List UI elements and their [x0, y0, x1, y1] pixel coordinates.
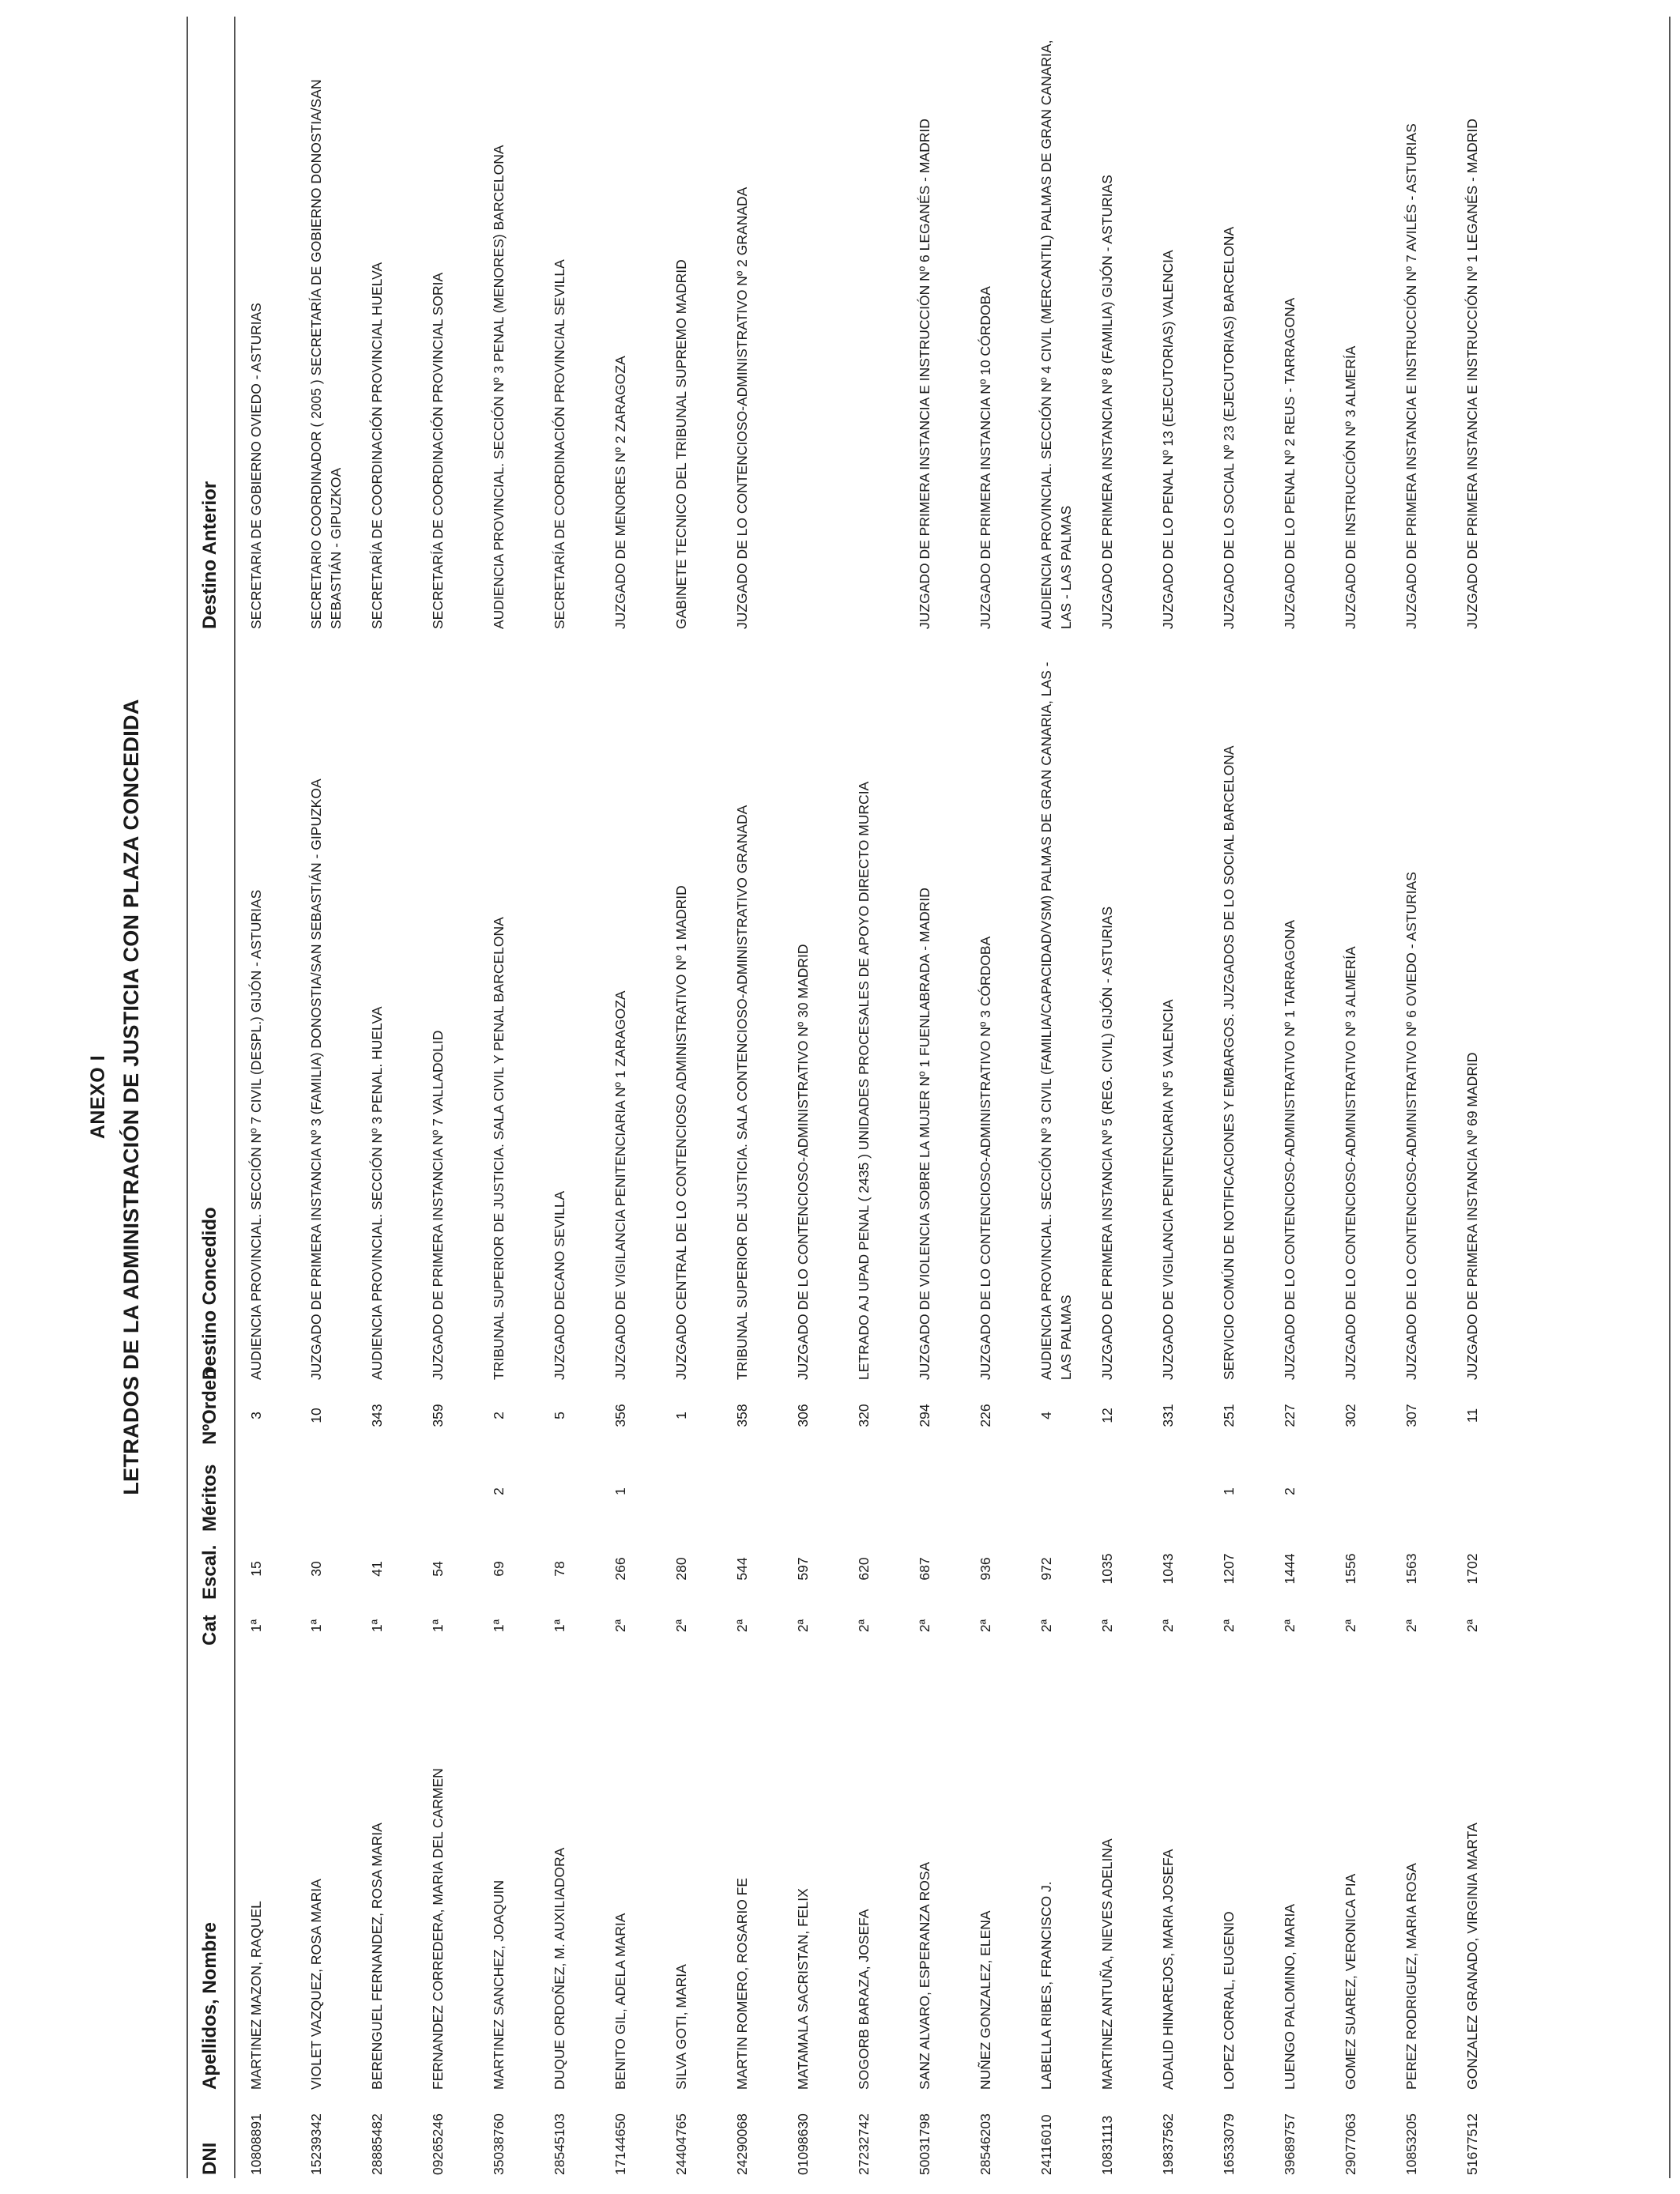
destino-anterior-cell	[843, 17, 904, 632]
meritos-cell: 1	[612, 1487, 628, 1495]
column-header-escal: Escal.	[186, 1535, 235, 1603]
table-row	[721, 17, 782, 2178]
escal-cell: 936	[977, 1557, 993, 1581]
orden-cell: 359	[430, 1404, 446, 1427]
cat-cell: 2ª	[977, 1619, 993, 1633]
table-row	[661, 17, 721, 2178]
destino-anterior-cell: JUZGADO DE INSTRUCCIÓN Nº 3 ALMERÍA	[1343, 345, 1358, 629]
destino-anterior-cell: GABINETE TECNICO DEL TRIBUNAL SUPREMO MADRID	[673, 259, 689, 629]
destino-anterior-cell: JUZGADO DE LO PENAL Nº 13 (EJECUTORIAS) VALENCIA	[1160, 250, 1176, 629]
table-row	[539, 17, 600, 2178]
cat-cell: 2ª	[1464, 1619, 1480, 1633]
destino-concedido-cell: LETRADO AJ UPAD PENAL ( 2435 ) UNIDADES PROCESALES DE APOYO DIRECTO MURCIA	[856, 781, 872, 1380]
table-row	[1026, 17, 1087, 2178]
dni-cell: 51677512	[1464, 2113, 1480, 2175]
destino-anterior-cell: AUDIENCIA PROVINCIAL. SECCIÓN Nº 4 CIVIL (MERCANTIL) PALMAS DE GRAN CANARIA, LAS - LAS PALMAS	[1038, 40, 1074, 629]
destino-concedido-cell: JUZGADO DE LO CONTENCIOSO-ADMINISTRATIVO Nº 3 ALMERÍA	[1343, 946, 1358, 1380]
nombre-cell: MARTINEZ MAZON, RAQUEL	[248, 1901, 264, 2090]
escal-cell: 1207	[1221, 1553, 1237, 1585]
destino-concedido-cell: JUZGADO CENTRAL DE LO CONTENCIOSO ADMINISTRATIVO Nº 1 MADRID	[673, 885, 689, 1380]
cat-cell: 2ª	[673, 1619, 689, 1633]
destino-concedido-cell: JUZGADO DE LO CONTENCIOSO-ADMINISTRATIVO Nº 30 MADRID	[795, 944, 811, 1380]
cat-cell: 1ª	[552, 1619, 567, 1633]
dni-cell: 39689757	[1282, 2113, 1298, 2175]
dni-cell: 19837562	[1160, 2113, 1176, 2175]
column-header-orden: NºOrden	[186, 1383, 235, 1448]
destino-concedido-cell: TRIBUNAL SUPERIOR DE JUSTICIA. SALA CIVIL Y PENAL BARCELONA	[491, 917, 507, 1380]
meritos-cell	[1452, 1448, 1540, 1535]
meritos-cell	[782, 1448, 843, 1535]
table-row	[782, 17, 843, 2178]
destino-anterior-cell: SECRETARÍA DE COORDINACIÓN PROVINCIAL SEVILLA	[552, 259, 567, 629]
dni-cell: 28885482	[369, 2113, 385, 2175]
column-header-dni: DNI	[186, 2093, 235, 2178]
destino-concedido-cell: JUZGADO DE VIGILANCIA PENITENCIARIA Nº 1 ZARAGOZA	[612, 990, 628, 1380]
orden-cell: 2	[491, 1412, 507, 1419]
table-row	[1269, 17, 1330, 2178]
nombre-cell: GOMEZ SUAREZ, VERONICA PIA	[1343, 1873, 1358, 2090]
destino-anterior-cell: JUZGADO DE PRIMERA INSTANCIA E INSTRUCCIÓN Nº 7 AVILÉS - ASTURIAS	[1403, 123, 1419, 629]
destino-anterior-cell: JUZGADO DE PRIMERA INSTANCIA E INSTRUCCIÓN Nº 6 LEGANÉS - MADRID	[917, 119, 932, 629]
destino-anterior-cell: SECRETARIA DE GOBIERNO OVIEDO - ASTURIAS	[248, 303, 264, 629]
nombre-cell: BERENGUEL FERNANDEZ, ROSA MARIA	[369, 1823, 385, 2090]
escal-cell: 597	[795, 1557, 811, 1581]
escal-cell: 54	[430, 1561, 446, 1577]
orden-cell: 4	[1038, 1412, 1054, 1419]
escal-cell: 1444	[1282, 1553, 1298, 1585]
nombre-cell: MATAMALA SACRISTAN, FELIX	[795, 1888, 811, 2090]
nombre-cell: LOPEZ CORRAL, EUGENIO	[1221, 1911, 1237, 2090]
dni-cell: 09265246	[430, 2113, 446, 2175]
orden-cell: 302	[1343, 1404, 1358, 1427]
cat-cell: 2ª	[856, 1619, 872, 1633]
dni-cell: 16533079	[1221, 2113, 1237, 2175]
escal-cell: 266	[612, 1557, 628, 1581]
dni-cell: 10831113	[1099, 2115, 1115, 2175]
nombre-cell: SANZ ALVARO, ESPERANZA ROSA	[917, 1861, 932, 2090]
escal-cell: 972	[1038, 1557, 1054, 1581]
destino-concedido-cell: AUDIENCIA PROVINCIAL. SECCIÓN Nº 3 PENAL. HUELVA	[369, 1006, 385, 1380]
nombre-cell: BENITO GIL, ADELA MARIA	[612, 1913, 628, 2090]
destino-concedido-cell: JUZGADO DE PRIMERA INSTANCIA Nº 7 VALLADOLID	[430, 1030, 446, 1380]
escal-cell: 687	[917, 1557, 932, 1581]
table-row	[965, 17, 1026, 2178]
destino-anterior-cell: SECRETARIO COORDINADOR ( 2005 ) SECRETARÍA DE GOBIERNO DONOSTIA/SAN SEBASTIÁN - GIPUZKOA	[308, 79, 344, 629]
destino-anterior-cell: AUDIENCIA PROVINCIAL. SECCIÓN Nº 3 PENAL (MENORES) BARCELONA	[491, 145, 507, 629]
escal-cell: 30	[308, 1561, 324, 1577]
table-body	[235, 17, 1540, 2178]
table-row	[1391, 17, 1452, 2178]
table-row	[1147, 17, 1208, 2178]
nombre-cell: PEREZ RODRIGUEZ, MARIA ROSA	[1403, 1863, 1419, 2090]
orden-cell: 10	[308, 1408, 324, 1423]
destino-anterior-cell: JUZGADO DE PRIMERA INSTANCIA Nº 8 (FAMILIA) GIJÓN - ASTURIAS	[1099, 175, 1115, 629]
table-row	[478, 17, 539, 2178]
dni-cell: 15239342	[308, 2113, 324, 2175]
destino-concedido-cell: JUZGADO DE LO CONTENCIOSO-ADMINISTRATIVO Nº 1 TARRAGONA	[1282, 919, 1298, 1380]
cat-cell: 1ª	[248, 1619, 264, 1633]
cat-cell: 1ª	[369, 1619, 385, 1633]
nombre-cell: DUQUE ORDOÑEZ, M. AUXILIADORA	[552, 1847, 567, 2090]
meritos-cell	[1147, 1448, 1208, 1535]
escal-cell: 280	[673, 1557, 689, 1581]
orden-cell: 294	[917, 1404, 932, 1427]
orden-cell: 226	[977, 1404, 993, 1427]
destino-concedido-cell: JUZGADO DE PRIMERA INSTANCIA Nº 69 MADRID	[1464, 1052, 1480, 1380]
escal-cell: 1556	[1343, 1553, 1358, 1585]
dni-cell: 28546203	[977, 2113, 993, 2175]
meritos-cell	[721, 1448, 782, 1535]
column-header-destino-anterior: Destino Anterior	[186, 17, 235, 632]
escal-cell: 78	[552, 1561, 567, 1577]
destino-anterior-cell: JUZGADO DE LO SOCIAL Nº 23 (EJECUTORIAS) BARCELONA	[1221, 226, 1237, 629]
dni-cell: 10808891	[248, 2113, 264, 2175]
meritos-cell	[843, 1448, 904, 1535]
escal-cell: 1702	[1464, 1553, 1480, 1585]
meritos-cell	[1330, 1448, 1391, 1535]
dni-cell: 29077063	[1343, 2113, 1358, 2175]
nombre-cell: LABELLA RIBES, FRANCISCO J.	[1038, 1881, 1054, 2090]
meritos-cell	[904, 1448, 965, 1535]
destino-concedido-cell: SERVICIO COMÚN DE NOTIFICACIONES Y EMBARGOS. JUZGADOS DE LO SOCIAL BARCELONA	[1221, 745, 1237, 1380]
orden-cell: 358	[734, 1404, 750, 1427]
document-header	[87, 0, 144, 2194]
destino-anterior-cell	[782, 17, 843, 632]
table-bottom-rule	[1669, 17, 1671, 2178]
destino-anterior-cell: JUZGADO DE PRIMERA INSTANCIA E INSTRUCCIÓN Nº 1 LEGANÉS - MADRID	[1464, 119, 1480, 629]
cat-cell: 2ª	[1403, 1619, 1419, 1633]
meritos-cell	[296, 1448, 356, 1535]
orden-cell: 5	[552, 1412, 567, 1419]
dni-cell: 01098630	[795, 2113, 811, 2175]
cat-cell: 2ª	[1282, 1619, 1298, 1633]
dni-cell: 24116010	[1038, 2114, 1054, 2175]
letrados-table	[186, 17, 1540, 2178]
meritos-cell	[965, 1448, 1026, 1535]
meritos-cell	[1087, 1448, 1147, 1535]
nombre-cell: SOGORB BARAZA, JOSEFA	[856, 1909, 872, 2090]
nombre-cell: GONZALEZ GRANADO, VIRGINIA MARTA	[1464, 1823, 1480, 2090]
cat-cell: 2ª	[1221, 1619, 1237, 1633]
nombre-cell: MARTINEZ ANTUÑA, NIEVES ADELINA	[1099, 1838, 1115, 2090]
cat-cell: 2ª	[612, 1619, 628, 1633]
cat-cell: 2ª	[1099, 1619, 1115, 1633]
orden-cell: 306	[795, 1404, 811, 1427]
orden-cell: 343	[369, 1404, 385, 1427]
table-row	[600, 17, 661, 2178]
destino-anterior-cell: JUZGADO DE LO CONTENCIOSO-ADMINISTRATIVO Nº 2 GRANADA	[734, 187, 750, 629]
meritos-cell	[356, 1448, 417, 1535]
column-header-nombre: Apellidos, Nombre	[186, 1649, 235, 2093]
meritos-cell: 1	[1221, 1487, 1237, 1495]
nombre-cell: FERNANDEZ CORREDERA, MARIA DEL CARMEN	[430, 1768, 446, 2090]
dni-cell: 35038760	[491, 2113, 507, 2175]
nombre-cell: LUENGO PALOMINO, MARIA	[1282, 1904, 1298, 2090]
dni-cell: 24404765	[673, 2113, 689, 2175]
table-row	[1452, 17, 1540, 2178]
destino-anterior-cell: JUZGADO DE MENORES Nº 2 ZARAGOZA	[612, 356, 628, 629]
orden-cell: 227	[1282, 1404, 1298, 1427]
cat-cell: 1ª	[308, 1619, 324, 1633]
orden-cell: 1	[673, 1412, 689, 1419]
nombre-cell: VIOLET VAZQUEZ, ROSA MARIA	[308, 1879, 324, 2090]
annex-subtitle: LETRADOS DE LA ADMINISTRACIÓN DE JUSTICIA CON PLAZA CONCEDIDA	[119, 699, 143, 1495]
meritos-cell	[539, 1448, 600, 1535]
meritos-cell	[1026, 1448, 1087, 1535]
annex-title: ANEXO I	[87, 1054, 109, 1140]
table-row	[1087, 17, 1147, 2178]
dni-cell: 17144650	[612, 2113, 628, 2175]
cat-cell: 2ª	[1038, 1619, 1054, 1633]
table-row	[417, 17, 478, 2178]
nombre-cell: ADALID HINAREJOS, MARIA JOSEFA	[1160, 1849, 1176, 2090]
escal-cell: 544	[734, 1557, 750, 1581]
table-row	[296, 17, 356, 2178]
cat-cell: 2ª	[734, 1619, 750, 1633]
dni-cell: 50031798	[917, 2113, 932, 2175]
meritos-cell: 2	[1282, 1487, 1298, 1495]
table-row	[356, 17, 417, 2178]
destino-concedido-cell: TRIBUNAL SUPERIOR DE JUSTICIA. SALA CONTENCIOSO-ADMINISTRATIVO GRANADA	[734, 805, 750, 1380]
meritos-cell	[235, 1448, 296, 1535]
dni-cell: 24290068	[734, 2113, 750, 2175]
column-header-destino-concedido: Destino Concedido	[186, 632, 235, 1383]
table-header-row	[186, 17, 235, 2178]
destino-concedido-cell: JUZGADO DE VIOLENCIA SOBRE LA MUJER Nº 1 FUENLABRADA - MADRID	[917, 888, 932, 1380]
escal-cell: 1035	[1099, 1553, 1115, 1585]
orden-cell: 356	[612, 1404, 628, 1427]
escal-cell: 69	[491, 1561, 507, 1577]
orden-cell: 307	[1403, 1404, 1419, 1427]
meritos-cell	[417, 1448, 478, 1535]
table-row	[235, 17, 296, 2178]
destino-concedido-cell: AUDIENCIA PROVINCIAL. SECCIÓN Nº 7 CIVIL (DESPL.) GIJÓN - ASTURIAS	[248, 889, 264, 1380]
nombre-cell: SILVA GOTI, MARIA	[673, 1964, 689, 2090]
dni-cell: 27232742	[856, 2113, 872, 2175]
orden-cell: 11	[1464, 1408, 1480, 1423]
destino-anterior-cell: SECRETARÍA DE COORDINACIÓN PROVINCIAL SORIA	[430, 272, 446, 629]
table-row	[1208, 17, 1269, 2178]
table-row	[904, 17, 965, 2178]
meritos-cell: 2	[491, 1487, 507, 1495]
cat-cell: 1ª	[491, 1619, 507, 1633]
escal-cell: 15	[248, 1561, 264, 1577]
column-header-cat: Cat	[186, 1603, 235, 1649]
destino-concedido-cell: JUZGADO DE LO CONTENCIOSO-ADMINISTRATIVO Nº 3 CÓRDOBA	[977, 936, 993, 1380]
meritos-cell	[1391, 1448, 1452, 1535]
table-row	[843, 17, 904, 2178]
cat-cell: 2ª	[1343, 1619, 1358, 1633]
destino-anterior-cell: JUZGADO DE PRIMERA INSTANCIA Nº 10 CÓRDOBA	[977, 286, 993, 629]
orden-cell: 251	[1221, 1404, 1237, 1427]
meritos-cell	[661, 1448, 721, 1535]
cat-cell: 1ª	[430, 1619, 446, 1633]
destino-anterior-cell: JUZGADO DE LO PENAL Nº 2 REUS - TARRAGONA	[1282, 297, 1298, 629]
destino-concedido-cell: AUDIENCIA PROVINCIAL. SECCIÓN Nº 3 CIVIL (FAMILIA/CAPACIDAD/VSM) PALMAS DE GRAN CANARIA, LAS - LAS PALMAS	[1038, 662, 1074, 1380]
table-row	[1330, 17, 1391, 2178]
destino-anterior-cell: SECRETARÍA DE COORDINACIÓN PROVINCIAL HUELVA	[369, 262, 385, 629]
nombre-cell: MARTIN ROMERO, ROSARIO FE	[734, 1877, 750, 2090]
escal-cell: 1043	[1160, 1553, 1176, 1585]
cat-cell: 2ª	[795, 1619, 811, 1633]
destino-concedido-cell: JUZGADO DE PRIMERA INSTANCIA Nº 5 (REG. CIVIL) GIJÓN - ASTURIAS	[1099, 906, 1115, 1380]
destino-concedido-cell: JUZGADO DE LO CONTENCIOSO-ADMINISTRATIVO Nº 6 OVIEDO - ASTURIAS	[1403, 872, 1419, 1380]
nombre-cell: MARTINEZ SANCHEZ, JOAQUIN	[491, 1879, 507, 2090]
orden-cell: 3	[248, 1412, 264, 1419]
escal-cell: 620	[856, 1557, 872, 1581]
orden-cell: 320	[856, 1404, 872, 1427]
cat-cell: 2ª	[1160, 1619, 1176, 1633]
destino-concedido-cell: JUZGADO DE VIGILANCIA PENITENCIARIA Nº 5 VALENCIA	[1160, 999, 1176, 1380]
orden-cell: 12	[1099, 1408, 1115, 1423]
destino-concedido-cell: JUZGADO DE PRIMERA INSTANCIA Nº 3 (FAMILIA) DONOSTIA/SAN SEBASTIÁN - GIPUZKOA	[308, 778, 324, 1380]
escal-cell: 41	[369, 1561, 385, 1577]
column-header-meritos: Méritos	[186, 1448, 235, 1535]
escal-cell: 1563	[1403, 1553, 1419, 1585]
destino-concedido-cell: JUZGADO DECANO SEVILLA	[552, 1190, 567, 1380]
cat-cell: 2ª	[917, 1619, 932, 1633]
orden-cell: 331	[1160, 1404, 1176, 1427]
dni-cell: 28545103	[552, 2113, 567, 2175]
dni-cell: 10853205	[1403, 2113, 1419, 2175]
nombre-cell: NUÑEZ GONZALEZ, ELENA	[977, 1910, 993, 2090]
